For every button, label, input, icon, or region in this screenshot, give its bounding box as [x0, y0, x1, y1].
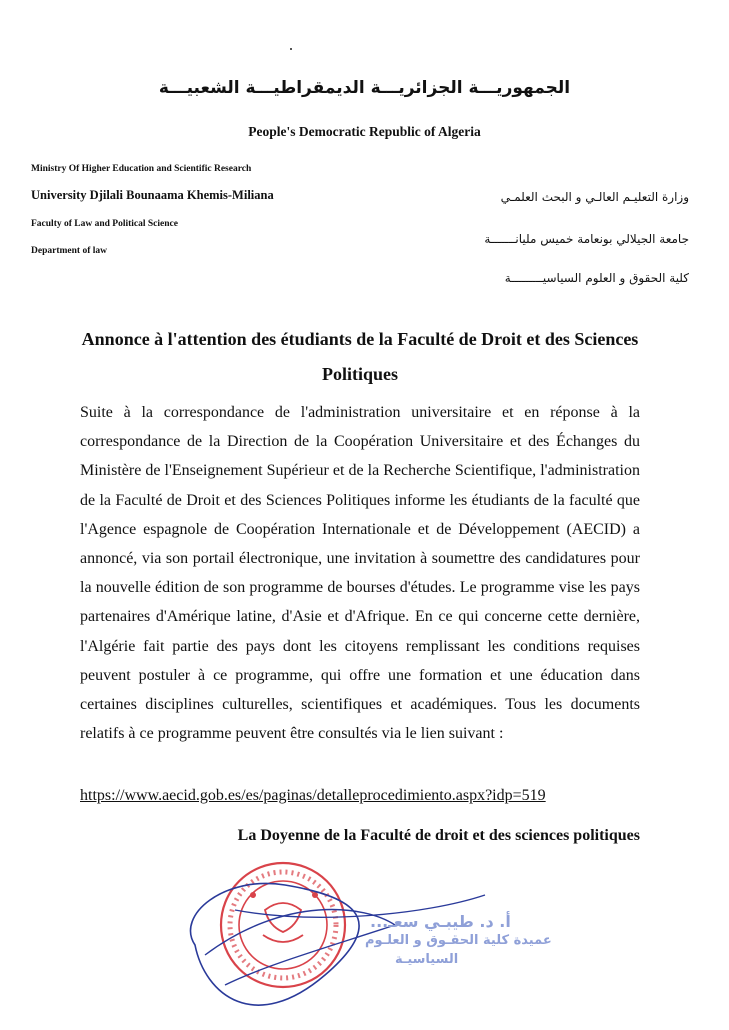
dean-stamp-subtitle: السياسيـة [395, 952, 459, 967]
faculty-name-english: Faculty of Law and Political Science [31, 219, 178, 229]
faculty-name-arabic: كلية الحقوق و العلوم السياسيـــــــــة [504, 271, 689, 285]
stamp-star [312, 892, 318, 898]
dean-stamp-name: أ. د. طيبـي سعـ... [370, 912, 511, 931]
stamp-star [250, 892, 256, 898]
university-name-arabic: جامعة الجيلالي بونعامة خميس مليانـــــــة [484, 232, 689, 246]
announcement-title: Annonce à l'attention des étudiants de la Faculté de Droit et des Sciences Politiques [81, 329, 639, 384]
signature-title: La Doyenne de la Faculté de droit et des sciences politiques [237, 827, 640, 844]
announcement-body: Suite à la correspondance de l'administration universitaire et en réponse à la correspondance de la Direction de la Coopération Universitaire et des Échanges du Ministère de l'Enseignement Supérieur et de la Recherche Scientifique, l'administration de la Faculté de Droit et des Sciences Politiques informe les étudiants de la faculté que l'Agence espagnole de Coopération Internationale et de Développement (AECID) a annoncé, via son portail électronique, une invitation à soumettre des candidatures pour la nouvelle édition de son programme de bourses d'études. Le programme vise les pays partenaires d'Amérique latine, d'Asie et d'Afrique. En ce qui concerne cette dernière, l'Algérie fait partie des pays dont les citoyens remplissant les conditions requises peuvent postuler à ce programme, qui offre une formation et une éducation dans certaines disciplines culturelles, scientifiques et académiques. Tous les documents relatifs à ce programme peuvent être consultés via le lien suivant : [80, 404, 640, 743]
department-name-english: Department of law [31, 246, 107, 256]
dean-stamp-title: عميدة كلية الحقـوق و العلـوم [365, 933, 552, 948]
republic-title-arabic: الجمهوريـــة الجزائريـــة الديمقراطيـــة الشعبيـــة [158, 78, 571, 98]
aecid-link[interactable]: https://www.aecid.gob.es/es/paginas/detalleprocedimiento.aspx?idp=519 [80, 787, 546, 804]
ministry-name-english: Ministry Of Higher Education and Scientific Research [31, 164, 252, 174]
university-name-english: University Djilali Bounaama Khemis-Miliana [31, 188, 274, 202]
republic-title-english: People's Democratic Republic of Algeria [248, 124, 481, 139]
ministry-name-arabic: وزارة التعليـم العالـي و البحث العلمـي [500, 190, 689, 204]
stamp-emblem [265, 903, 301, 932]
scan-artifact [290, 48, 292, 50]
stamp-emblem-base [263, 935, 303, 942]
